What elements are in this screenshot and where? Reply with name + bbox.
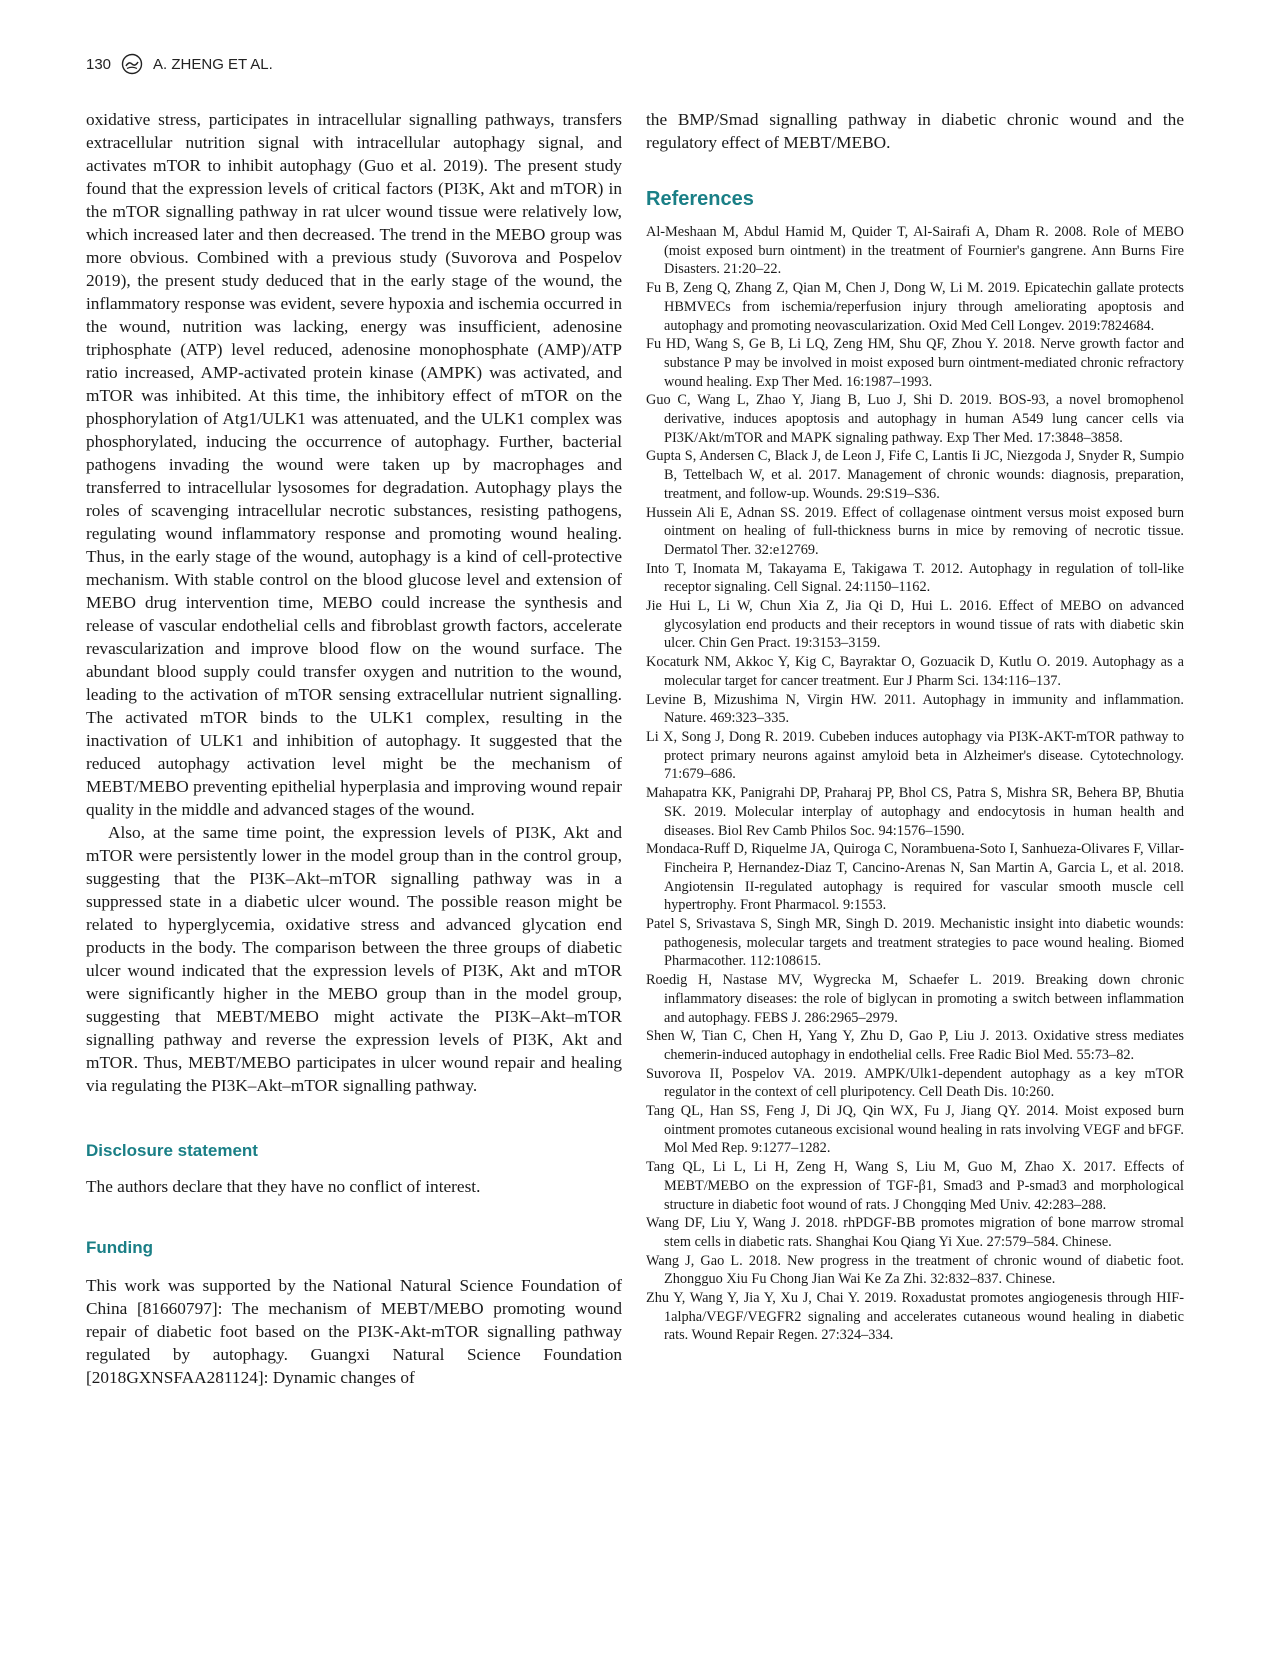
right-column — [646, 108, 1184, 1345]
reference-item: Guo C, Wang L, Zhao Y, Jiang B, Luo J, Shi D. 2019. BOS-93, a novel bromophenol derivative, induces apoptosis and autophagy in human A549 lung cancer cells via PI3K/Akt/mTOR and MAPK signaling pathway. Exp Ther Med. 17:3848–3858. — [646, 392, 1184, 446]
body-paragraph-continuation: the BMP/Smad signalling pathway in diabetic chronic wound and the regulatory effect of MEBT/MEBO. — [646, 110, 1184, 152]
disclosure-text: The authors declare that they have no conflict of interest. — [86, 1177, 481, 1196]
references-list — [646, 223, 1184, 1345]
reference-item: Jie Hui L, Li W, Chun Xia Z, Jia Qi D, Hui L. 2016. Effect of MEBO on advanced glycosylation end products and their receptors in wound tissue of rats with diabetic skin ulcer. Chin Gen Pract. 19:3153–3159. — [646, 598, 1184, 652]
references-heading: References — [646, 188, 754, 210]
publisher-logo-icon — [121, 53, 143, 75]
page-number: 130 — [86, 55, 112, 73]
reference-item: Roedig H, Nastase MV, Wygrecka M, Schaefer L. 2019. Breaking down chronic inflammatory diseases: the role of biglycan in promoting a switch between inflammation and autophagy. FEBS J. 286:2965–2979. — [646, 972, 1184, 1026]
reference-item: Shen W, Tian C, Chen H, Yang Y, Zhu D, Gao P, Liu J. 2013. Oxidative stress mediates chemerin-induced autophagy in endothelial cells. Free Radic Biol Med. 55:73–82. — [646, 1028, 1184, 1063]
running-head — [86, 50, 273, 78]
reference-item: Wang J, Gao L. 2018. New progress in the treatment of chronic wound of diabetic foot. Zhongguo Xiu Fu Chong Jian Wai Ke Za Zhi. 32:832–837. Chinese. — [646, 1252, 1184, 1288]
reference-item: Mondaca-Ruff D, Riquelme JA, Quiroga C, Norambuena-Soto I, Sanhueza-Olivares F, Villar-Fincheira P, Hernandez-Diaz T, Cancino-Arenas N, San Martin A, Garcia L, et al. 2018. Angiotensin II-regulated autophagy is required for vascular smooth muscle cell hypertrophy. Front Pharmacol. 9:1553. — [646, 841, 1184, 914]
running-head-authors: A. ZHENG ET AL. — [153, 55, 273, 73]
reference-item: Into T, Inomata M, Takayama E, Takigawa T. 2012. Autophagy in regulation of toll-like receptor signaling. Cell Signal. 24:1150–1162. — [646, 560, 1184, 596]
funding-text: This work was supported by the National Natural Science Foundation of China [81660797]: The mechanism of MEBT/MEBO promoting wound repair of diabetic foot based on the PI3K-Akt-mTOR signalling pathway regulated by autophagy. Guangxi Natural Science Foundation [2018GXNSFAA281124]: Dynamic changes of — [86, 1276, 622, 1387]
reference-item: Suvorova II, Pospelov VA. 2019. AMPK/Ulk1-dependent autophagy as a key mTOR regulator in the context of cell pluripotency. Cell Death Dis. 10:260. — [646, 1065, 1184, 1101]
reference-item: Gupta S, Andersen C, Black J, de Leon J, Fife C, Lantis Ii JC, Niezgoda J, Snyder R, Sumpio B, Tettelbach W, et al. 2017. Management of chronic wounds: diagnosis, preparation, treatment, and follow-up. Wounds. 29:S19–S36. — [646, 448, 1184, 502]
reference-item: Levine B, Mizushima N, Virgin HW. 2011. Autophagy in immunity and inflammation. Nature. 469:323–335. — [646, 691, 1184, 727]
reference-item: Li X, Song J, Dong R. 2019. Cubeben induces autophagy via PI3K-AKT-mTOR pathway to protect primary neurons against amyloid beta in Alzheimer's disease. Cytotechnology. 71:679–686. — [646, 728, 1184, 783]
reference-item: Tang QL, Han SS, Feng J, Di JQ, Qin WX, Fu J, Jiang QY. 2014. Moist exposed burn ointment promotes cutaneous excisional wound healing in rats involving VEGF and bFGF. Mol Med Rep. 9:1277–1282. — [646, 1103, 1184, 1157]
reference-item: Fu B, Zeng Q, Zhang Z, Qian M, Chen J, Dong W, Li M. 2019. Epicatechin gallate protects HBMVECs from ischemia/reperfusion injury through ameliorating apoptosis and autophagy and promoting neovascularization. Oxid Med Cell Longev. 2019:7824684. — [646, 280, 1184, 334]
body-paragraph: oxidative stress, participates in intracellular signalling pathways, transfers extracellular nutrition signal with intracellular autophagy signal, and activates mTOR to inhibit autophagy (Guo et al. 2019). The present study found that the expression levels of critical factors (PI3K, Akt and mTOR) in the mTOR signalling pathway in rat ulcer wound tissue were relatively low, which increased later and then decreased. The trend in the MEBO group was more obvious. Combined with a previous study (Suvorova and Pospelov 2019), the present study deduced that in the early stage of the wound, the inflammatory response was evident, severe hypoxia and ischemia occurred in the wound, nutrition was lacking, energy was insufficient, adenosine triphosphate (ATP) level reduced, adenosine monophosphate (AMP)/ATP ratio increased, AMP-activated protein kinase (AMPK) was activated, and mTOR was inhibited. At this time, the inhibitory effect of mTOR on the phosphorylation of Atg1/ULK1 was attenuated, and the ULK1 complex was phosphorylated, inducing the occurrence of autophagy. Further, bacterial pathogens invading the wound were taken up by macrophages and transferred to intracellular lysosomes for degradation. Autophagy plays the roles of scavenging intracellular necrotic substances, resisting pathogens, regulating wound inflammatory response and promoting wound healing. Thus, in the early stage of the wound, autophagy is a kind of cell-protective mechanism. With stable control on the blood glucose level and extension of MEBO drug intervention time, MEBO could increase the synthesis and release of vascular endothelial cells and fibroblast growth factors, accelerate revascularization and improve blood flow on the wound surface. The abundant blood supply could transfer oxygen and nutrition to the wound, leading to the activation of mTOR sensing extracellular nutrient signalling. The activated mTOR binds to the ULK1 complex, resulting in the inactivation of ULK1 and inhibition of autophagy. It suggested that the reduced autophagy activation level might be the mechanism of MEBT/MEBO preventing epithelial hyperplasia and improving wound repair quality in the middle and advanced stages of the wound. — [86, 110, 622, 819]
left-column — [86, 108, 622, 1389]
reference-item: Hussein Ali E, Adnan SS. 2019. Effect of collagenase ointment versus moist exposed burn ointment on healing of full-thickness burns in mice by removing of necrotic tissue. Dermatol Ther. 32:e12769. — [646, 504, 1184, 558]
reference-item: Tang QL, Li L, Li H, Zeng H, Wang S, Liu M, Guo M, Zhao X. 2017. Effects of MEBT/MEBO on the expression of TGF-β1, Smad3 and P-smad3 and morphological structure in diabetic foot wound of rats. J Chongqing Med Univ. 42:283–288. — [646, 1159, 1184, 1213]
reference-item: Fu HD, Wang S, Ge B, Li LQ, Zeng HM, Shu QF, Zhou Y. 2018. Nerve growth factor and substance P may be involved in moist exposed burn ointment-mediated chronic refractory wound healing. Exp Ther Med. 16:1987–1993. — [646, 336, 1184, 390]
funding-heading: Funding — [86, 1238, 154, 1257]
body-paragraph: Also, at the same time point, the expression levels of PI3K, Akt and mTOR were persistently lower in the model group than in the control group, suggesting that the PI3K–Akt–mTOR signalling pathway was in a suppressed state in a diabetic ulcer wound. The possible reason might be related to hyperglycemia, oxidative stress and advanced glycation end products in the body. The comparison between the three groups of diabetic ulcer wound indicated that the expression levels of PI3K, Akt and mTOR were significantly higher in the MEBO group than in the model group, suggesting that MEBT/MEBO might activate the PI3K–Akt–mTOR signalling pathway and reverse the expression levels of PI3K, Akt and mTOR. Thus, MEBT/MEBO participates in ulcer wound repair and healing via regulating the PI3K–Akt–mTOR signalling pathway. — [86, 823, 622, 1095]
disclosure-heading: Disclosure statement — [86, 1141, 258, 1160]
reference-item: Zhu Y, Wang Y, Jia Y, Xu J, Chai Y. 2019. Roxadustat promotes angiogenesis through HIF-1alpha/VEGF/VEGFR2 signaling and accelerates cutaneous wound healing in diabetic rats. Wound Repair Regen. 27:324–334. — [646, 1290, 1184, 1344]
reference-item: Al-Meshaan M, Abdul Hamid M, Quider T, Al-Sairafi A, Dham R. 2008. Role of MEBO (moist exposed burn ointment) in the treatment of Fournier's gangrene. Ann Burns Fire Disasters. 21:20–22. — [646, 224, 1184, 278]
reference-item: Patel S, Srivastava S, Singh MR, Singh D. 2019. Mechanistic insight into diabetic wounds: pathogenesis, molecular targets and treatment strategies to pace wound healing. Biomed Pharmacother. 112:108615. — [646, 916, 1184, 970]
reference-item: Wang DF, Liu Y, Wang J. 2018. rhPDGF-BB promotes migration of bone marrow stromal stem cells in diabetic rats. Shanghai Kou Qiang Yi Xue. 27:579–584. Chinese. — [646, 1215, 1184, 1250]
reference-item: Mahapatra KK, Panigrahi DP, Praharaj PP, Bhol CS, Patra S, Mishra SR, Behera BP, Bhutia SK. 2019. Molecular interplay of autophagy and endocytosis in human health and diseases. Biol Rev Camb Philos Soc. 94:1576–1590. — [646, 785, 1184, 839]
reference-item: Kocaturk NM, Akkoc Y, Kig C, Bayraktar O, Gozuacik D, Kutlu O. 2019. Autophagy as a molecular target for cancer treatment. Eur J Pharm Sci. 134:116–137. — [646, 654, 1184, 689]
